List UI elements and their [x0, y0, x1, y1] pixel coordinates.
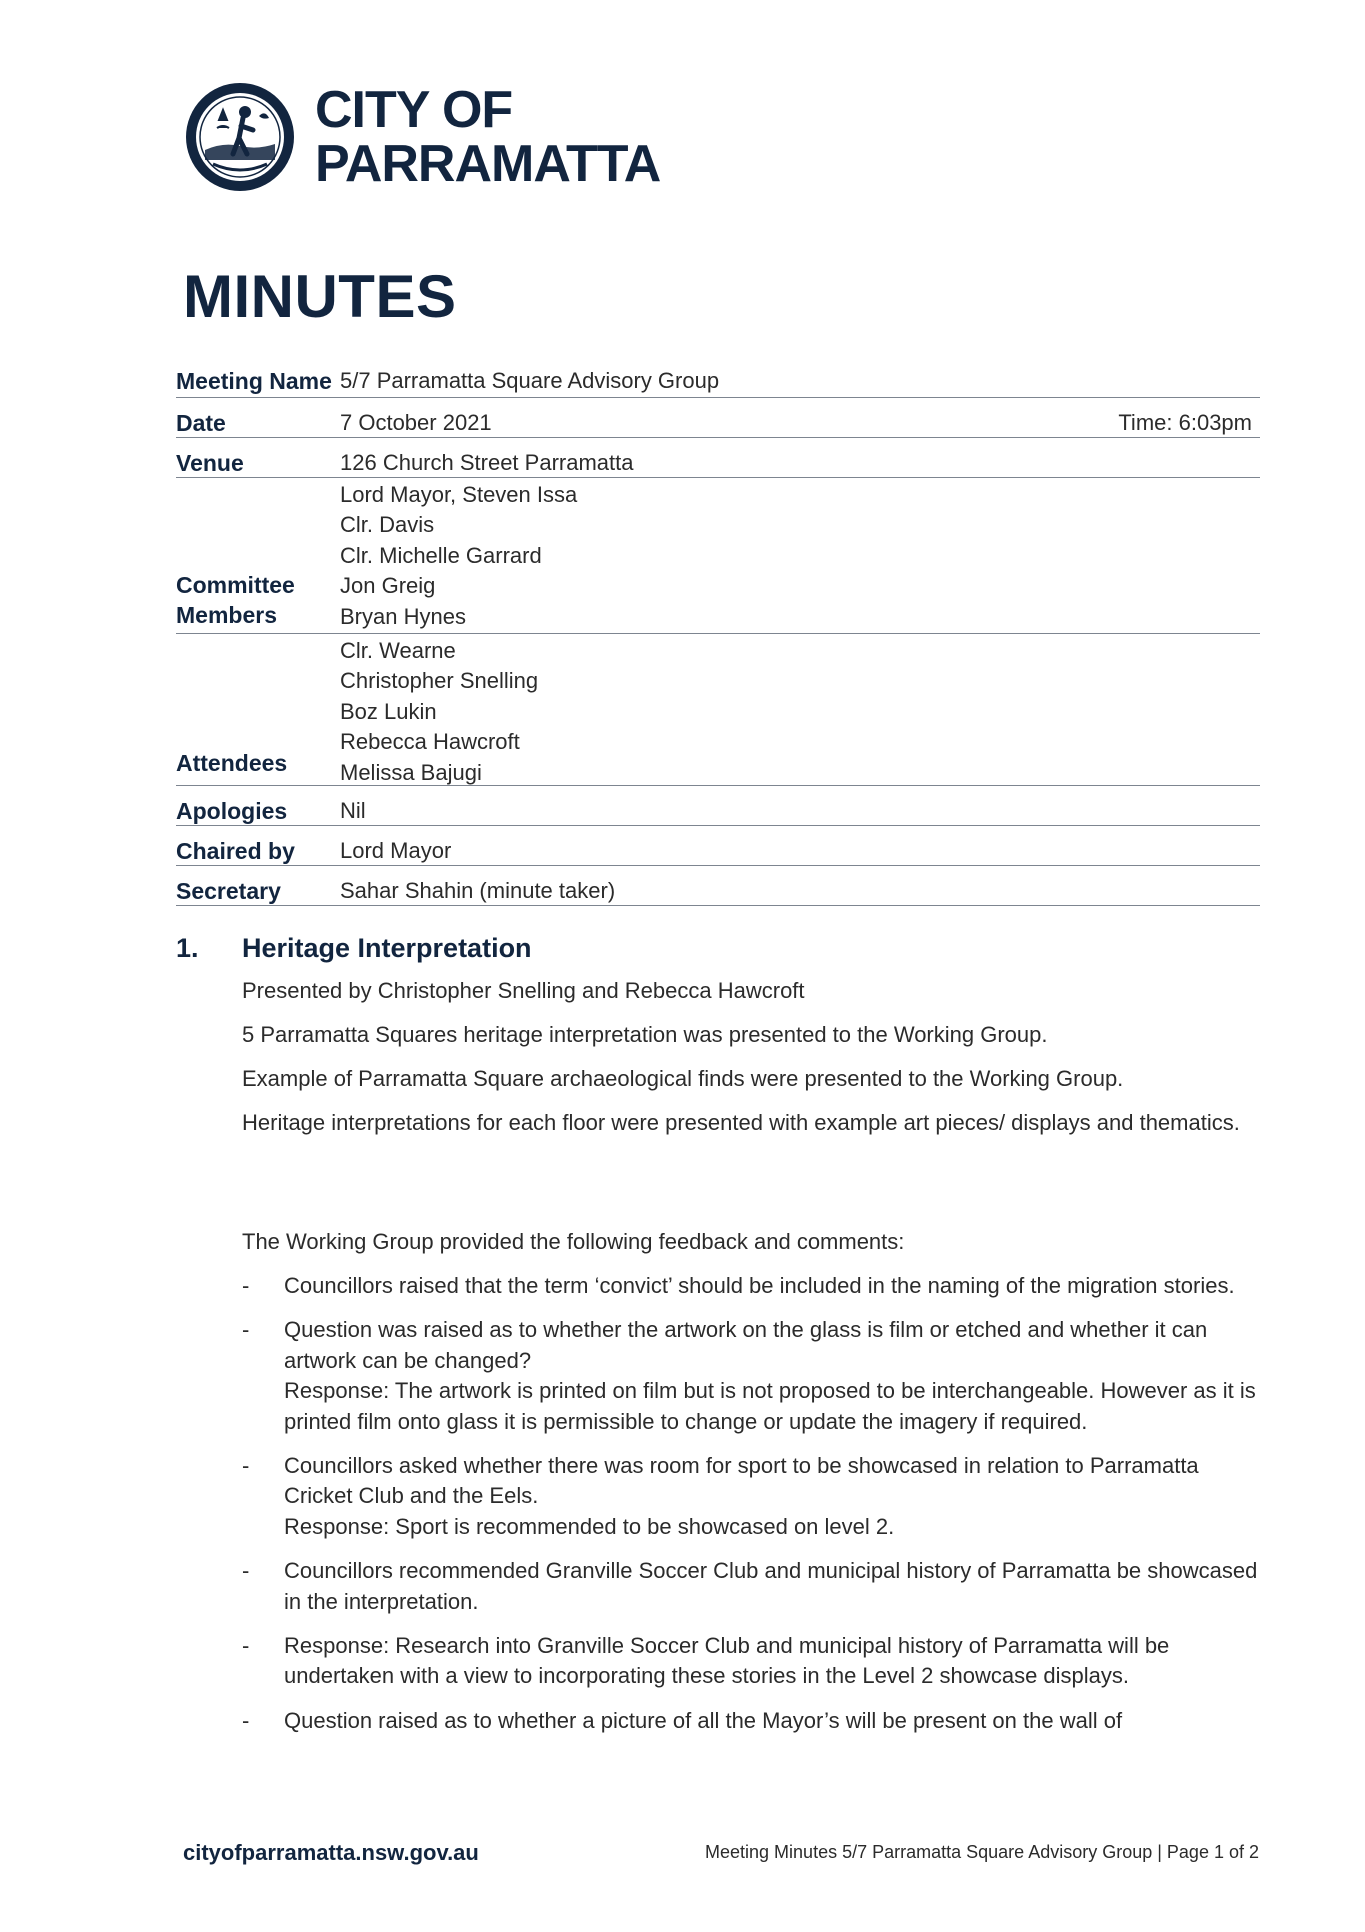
attendee: Christopher Snelling — [340, 668, 539, 694]
list-item-text: Councillors recommended Granville Soccer Club and municipal history of Parramatta be showcased in the interpretation. — [284, 1558, 1258, 1614]
section-paragraph: Presented by Christopher Snelling and Rebecca Hawcroft — [242, 978, 805, 1003]
committee-label-line-2: Members — [176, 602, 277, 629]
date-row — [176, 398, 1260, 438]
footer-page-info: Meeting Minutes 5/7 Parramatta Square Advisory Group | Page 1 of 2 — [705, 1842, 1259, 1862]
apologies-value: Nil — [340, 798, 366, 823]
footer-website-link[interactable]: cityofparramatta.nsw.gov.au — [183, 1840, 479, 1865]
attendee: Clr. Wearne — [340, 638, 456, 663]
committee-members-list — [340, 480, 577, 632]
time-value: Time: 6:03pm — [1118, 410, 1252, 435]
section-paragraph: Heritage interpretations for each floor were presented with example art pieces/ displays and thematics. — [242, 1110, 1240, 1135]
bullet-dash: - — [242, 1633, 250, 1659]
list-item-text: Response: Research into Granville Soccer Club and municipal history of Parramatta will be undertaken with a view to incorporating these stories in the Level 2 showcase displays. — [284, 1633, 1170, 1689]
list-item-response: Response: The artwork is printed on film but is not proposed to be interchangeable. However as it is printed film onto glass it is permissible to change or update the imagery if required. — [284, 1378, 1256, 1434]
logo-wordmark — [315, 83, 660, 191]
apologies-label: Apologies — [176, 798, 288, 824]
document-title: MINUTES — [183, 263, 457, 330]
list-item-text: Councillors asked whether there was room for sport to be showcased in relation to Parramatta Cricket Club and the Eels. — [284, 1453, 1199, 1509]
committee-member: Clr. Davis — [340, 512, 435, 538]
section-title: Heritage Interpretation — [242, 933, 532, 963]
bullet-dash: - — [242, 1558, 250, 1584]
committee-member: Lord Mayor, Steven Issa — [340, 482, 578, 507]
secretary-label: Secretary — [176, 878, 281, 904]
list-item-text: Councillors raised that the term ‘convict’ should be included in the naming of the migration stories. — [284, 1273, 1235, 1298]
bullet-dash: - — [242, 1317, 250, 1343]
list-item — [242, 1315, 1262, 1437]
list-item — [242, 1556, 1262, 1617]
meeting-details-table — [176, 364, 1260, 906]
bullet-dash: - — [242, 1453, 250, 1479]
logo-line-1: CITY OF — [315, 81, 513, 139]
venue-label: Venue — [176, 450, 244, 476]
meeting-name-value: 5/7 Parramatta Square Advisory Group — [340, 368, 720, 393]
feedback-intro: The Working Group provided the following feedback and comments: — [242, 1229, 905, 1254]
city-seal-icon — [183, 80, 297, 194]
chaired-by-label: Chaired by — [176, 838, 295, 864]
apologies-row — [176, 786, 1260, 826]
list-item-response: Response: Sport is recommended to be showcased on level 2. — [284, 1513, 895, 1539]
attendee: Melissa Bajugi — [340, 759, 482, 785]
bullet-dash: - — [242, 1707, 250, 1733]
secretary-value: Sahar Shahin (minute taker) — [340, 878, 616, 903]
committee-member: Bryan Hynes — [340, 603, 466, 629]
committee-label-line-1: Committee — [176, 572, 295, 598]
chaired-by-row — [176, 826, 1260, 866]
committee-members-label — [176, 570, 295, 631]
meeting-name-row — [176, 364, 1260, 398]
list-item — [242, 1706, 1262, 1736]
feedback-list — [242, 1271, 1262, 1750]
section-number: 1. — [176, 933, 199, 963]
list-item — [242, 1631, 1262, 1692]
bullet-dash: - — [242, 1273, 250, 1298]
logo-line-2: PARRAMATTA — [315, 135, 661, 193]
list-item-text: Question was raised as to whether the artwork on the glass is film or etched and whether it can artwork can be changed? — [284, 1317, 1208, 1373]
committee-member: Jon Greig — [340, 573, 436, 599]
list-item — [242, 1451, 1262, 1542]
secretary-row — [176, 866, 1260, 906]
section-paragraph: Example of Parramatta Square archaeological finds were presented to the Working Group. — [242, 1066, 1124, 1091]
attendee: Boz Lukin — [340, 698, 437, 724]
attendee: Rebecca Hawcroft — [340, 729, 520, 755]
attendees-row — [176, 634, 1260, 786]
meeting-name-label: Meeting Name — [176, 368, 332, 394]
date-label: Date — [176, 410, 226, 436]
chaired-by-value: Lord Mayor — [340, 838, 452, 863]
attendees-label: Attendees — [176, 750, 288, 776]
committee-members-row — [176, 478, 1260, 634]
attendees-list — [340, 636, 538, 788]
venue-row — [176, 438, 1260, 478]
list-item-text: Question raised as to whether a picture of all the Mayor’s will be present on the wall of — [284, 1707, 1123, 1733]
venue-value: 126 Church Street Parramatta — [340, 450, 634, 475]
committee-member: Clr. Michelle Garrard — [340, 542, 542, 568]
list-item — [242, 1271, 1262, 1301]
date-value: 7 October 2021 — [340, 410, 492, 435]
city-logo — [183, 80, 660, 194]
section-paragraph: 5 Parramatta Squares heritage interpretation was presented to the Working Group. — [242, 1022, 1048, 1047]
